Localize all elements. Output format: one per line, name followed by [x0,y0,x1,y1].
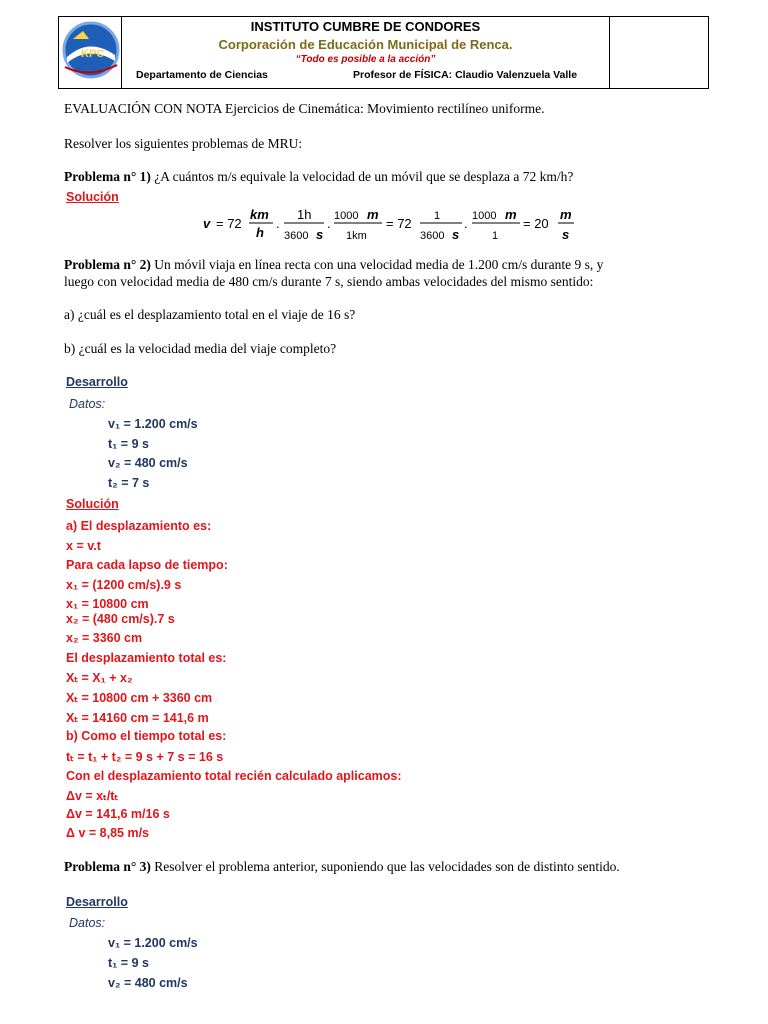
problem-2-question-b: b) ¿cuál es la velocidad media del viaje completo? [64,341,337,356]
intro-text: Resolver los siguientes problemas de MRU: [64,136,303,151]
logo-cell [59,17,122,89]
eq-s-1: s [316,227,324,242]
eq-3600-b: 3600 [420,230,445,242]
problem-3-label: Problema n° 3) [64,859,151,874]
institute-name: INSTITUTO CUMBRE DE CONDORES [250,19,481,34]
desarrollo-heading-2: Desarrollo [66,895,128,909]
professor: Profesor de FÍSICA: Claudio Valenzuela Valle [353,69,578,81]
eq-m-1: m [367,207,379,222]
eq-m-2: m [505,207,517,222]
solution-line-11: Xₜ = 14160 cm = 141,6 m [66,711,209,725]
eq-one: 1 [434,210,441,222]
department: Departamento de Ciencias [136,69,268,81]
header-right-cell [610,17,709,89]
problem-2-label: Problema n° 2) [64,257,151,272]
solution-line-6: x₂ = (480 cm/s).7 s [66,612,175,626]
datos-heading: Datos: [69,397,106,411]
eq-dot-1: . [276,216,280,231]
datum-t1: t₁ = 9 s [108,437,149,451]
datum-v1: v₁ = 1.200 cm/s [108,417,198,431]
problem-1-label: Problema n° 1) [64,169,151,184]
solution-line-14: Con el desplazamiento total recién calculado aplicamos: [66,769,402,783]
solution-line-10: Xₜ = 10800 cm + 3360 cm [66,691,213,705]
eq-s-2: s [452,227,460,242]
doc-title: EVALUACIÓN CON NOTA Ejercicios de Cinemática: Movimiento rectilíneo uniforme. [64,101,545,116]
problem-2 [64,257,603,273]
problem-2-text-2: luego con velocidad media de 480 cm/s durante 7 s, siendo ambas velocidades del mismo sentido: [64,274,594,289]
eq-s-3: s [562,227,570,242]
problem-1-solution-heading: Solución [66,190,119,204]
unit-conversion-equation [200,200,580,246]
solution-line-16: Δv = 141,6 m/16 s [66,807,170,821]
header-center [122,17,610,89]
eq-equals-72: = 72 [216,216,242,231]
desarrollo-heading: Desarrollo [66,375,128,389]
datum-t2: t₂ = 7 s [108,476,150,490]
datos-heading-2: Datos: [69,916,106,930]
datum-2-v2: v₂ = 480 cm/s [108,976,188,990]
eq-1km: 1km [346,230,367,242]
solution-line-9: Xₜ = X₁ + x₂ [66,671,133,685]
eq-km: km [250,207,269,222]
datum-v2: v₂ = 480 cm/s [108,456,188,470]
motto: “Todo es posible a la acción” [295,54,436,65]
problem-2-question-a: a) ¿cuál es el desplazamiento total en el viaje de 16 s? [64,307,356,322]
solution-line-13: tₜ = t₁ + t₂ = 9 s + 7 s = 16 s [66,750,224,764]
solution-line-1: a) El desplazamiento es: [66,519,212,533]
eq-dot-2: . [327,216,331,231]
eq-v: v [203,216,211,231]
solution-line-8: El desplazamiento total es: [66,651,227,665]
eq-equals-72-b: = 72 [386,216,412,231]
logo-text: KPC [81,48,105,60]
solution-line-2: x = v.t [66,539,101,553]
solution-line-17: Δ v = 8,85 m/s [66,826,149,840]
solution-line-4: x₁ = (1200 cm/s).9 s [66,578,182,592]
problem-2-text-1: Un móvil viaja en línea recta con una velocidad media de 1.200 cm/s durante 9 s, y [150,257,604,272]
solution-line-7: x₂ = 3360 cm [66,631,143,645]
eq-h: h [256,225,264,240]
eq-1000-b: 1000 [472,210,497,222]
datum-2-t1: t₁ = 9 s [108,956,149,970]
solution-line-3: Para cada lapso de tiempo: [66,558,228,572]
header-table [58,16,709,89]
eq-1h: 1h [297,207,312,222]
solucion-heading: Solución [66,497,119,511]
problem-3 [64,859,620,875]
problem-1 [64,169,573,185]
eq-equals-20: = 20 [523,216,549,231]
eq-3600: 3600 [284,230,309,242]
corporation-name: Corporación de Educación Municipal de Renca. [218,37,513,52]
eq-1000: 1000 [334,210,359,222]
solution-line-5: x₁ = 10800 cm [66,597,149,611]
eq-dot-3: . [464,216,468,231]
eq-one-b: 1 [492,230,499,242]
eq-m-3: m [560,207,572,222]
solution-line-12: b) Como el tiempo total es: [66,729,227,743]
problem-1-text: ¿A cuántos m/s equivale la velocidad de un móvil que se desplaza a 72 km/h? [150,169,574,184]
datum-2-v1: v₁ = 1.200 cm/s [108,936,198,950]
problem-3-text: Resolver el problema anterior, suponiendo que las velocidades son de distinto sentido. [150,859,620,874]
school-logo [59,17,121,83]
solution-line-15: Δv = xₜ/tₜ [66,789,119,803]
